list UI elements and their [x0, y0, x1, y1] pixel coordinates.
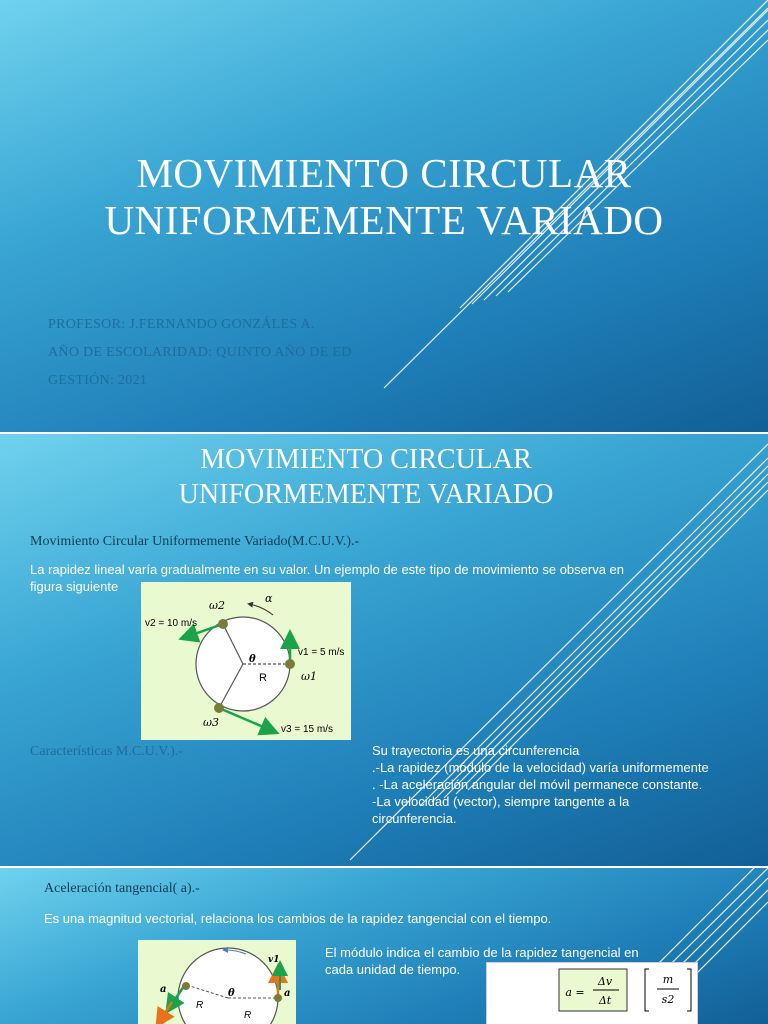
module-line-2: cada unidad de tiempo. — [325, 962, 461, 977]
a-right-label: a — [284, 988, 291, 999]
module-line-1: El módulo indica el cambio de la rapidez tangencial en — [325, 945, 639, 960]
tangential-diagram — [138, 940, 296, 1024]
radius-label-1: R — [196, 1000, 204, 1011]
formula-box — [486, 962, 698, 1024]
school-year-line: AÑO DE ESCOLARIDAD: QUINTO AÑO DE ED — [48, 345, 352, 360]
characteristic-item: -La velocidad (vector), siempre tangente a la — [372, 794, 630, 809]
radius-label: R — [259, 672, 267, 684]
intro-line-1: La rapidez lineal varía gradualmente en su valor. Un ejemplo de este tipo de movimiento se observa en — [30, 562, 625, 577]
intro-text: Es una magnitud vectorial, relaciona los cambios de la rapidez tangencial con el tiempo. — [44, 911, 552, 926]
mobile-position-2 — [218, 619, 228, 629]
unit-bracket-right — [687, 969, 691, 1011]
circular-motion-figure — [141, 582, 351, 740]
professor-line: PROFESOR: J.FERNANDO GONZÁLES A. — [48, 317, 315, 332]
acceleration-formula — [487, 963, 697, 1024]
alpha-arrow — [249, 604, 273, 615]
characteristic-item: Su trayectoria es una circunferencia — [372, 743, 580, 758]
title-line-1: MOVIMIENTO CIRCULAR — [200, 444, 532, 475]
alpha-label: α — [265, 592, 273, 605]
mobile-position-3 — [214, 703, 224, 713]
omega1-label: ω1 — [301, 670, 317, 683]
title-block — [40, 150, 728, 244]
mobile-position-2 — [182, 982, 190, 990]
characteristic-item: circunferencia. — [372, 811, 457, 826]
title-line-2: UNIFORMEMENTE VARIADO — [178, 479, 554, 510]
omega2-label: ω2 — [209, 599, 225, 612]
circular-motion-diagram — [141, 582, 351, 740]
title-line-1: MOVIMIENTO CIRCULAR — [136, 150, 632, 196]
characteristics-label: Características M.C.U.V.).- — [30, 744, 183, 759]
acceleration-left-arrow — [158, 1002, 172, 1024]
formula-denominator: Δt — [598, 994, 612, 1007]
section-heading: Movimiento Circular Uniformemente Variado(M.C.U.V.).- — [30, 534, 360, 549]
section-heading: Aceleración tangencial( a).- — [44, 881, 200, 896]
unit-numerator: m — [662, 973, 674, 986]
slide-title — [60, 442, 672, 512]
author-info — [48, 311, 468, 395]
mobile-position-1 — [285, 659, 295, 669]
title-line-2: UNIFORMEMENTE VARIADO — [104, 197, 664, 243]
a-left-label: a — [160, 984, 167, 995]
v2-label: v2 = 10 m/s — [145, 618, 197, 629]
title-slide — [0, 0, 768, 432]
mcuv-slide — [0, 434, 768, 866]
theta-label: θ — [249, 654, 256, 665]
v1-label: v1 — [268, 955, 280, 965]
mobile-position-1 — [274, 994, 282, 1002]
radius-label-2: R — [244, 1010, 252, 1021]
theta-label: θ — [228, 988, 235, 999]
characteristic-item: .-La rapidez (módulo de la velocidad) varía uniformemente — [372, 760, 709, 775]
omega3-label: ω3 — [203, 716, 219, 729]
intro-line-2: figura siguiente — [30, 579, 119, 594]
v3-label: v3 = 15 m/s — [281, 724, 333, 735]
tangential-acceleration-slide — [0, 868, 768, 1024]
gestion-line: GESTIÓN: 2021 — [48, 373, 148, 388]
velocity-v3-arrow — [219, 708, 275, 732]
intro-text — [30, 561, 750, 595]
trajectory-circle — [178, 948, 278, 1024]
formula-lhs: a = — [565, 986, 585, 999]
v1-label: v1 = 5 m/s — [298, 647, 345, 658]
unit-denominator: s2 — [661, 993, 675, 1006]
characteristics-list — [372, 742, 762, 827]
unit-bracket-left — [645, 969, 649, 1011]
tangential-figure — [138, 940, 296, 1024]
formula-numerator: Δv — [597, 975, 613, 988]
characteristic-item: . -La aceleración angular del móvil permanece constante. — [372, 777, 703, 792]
